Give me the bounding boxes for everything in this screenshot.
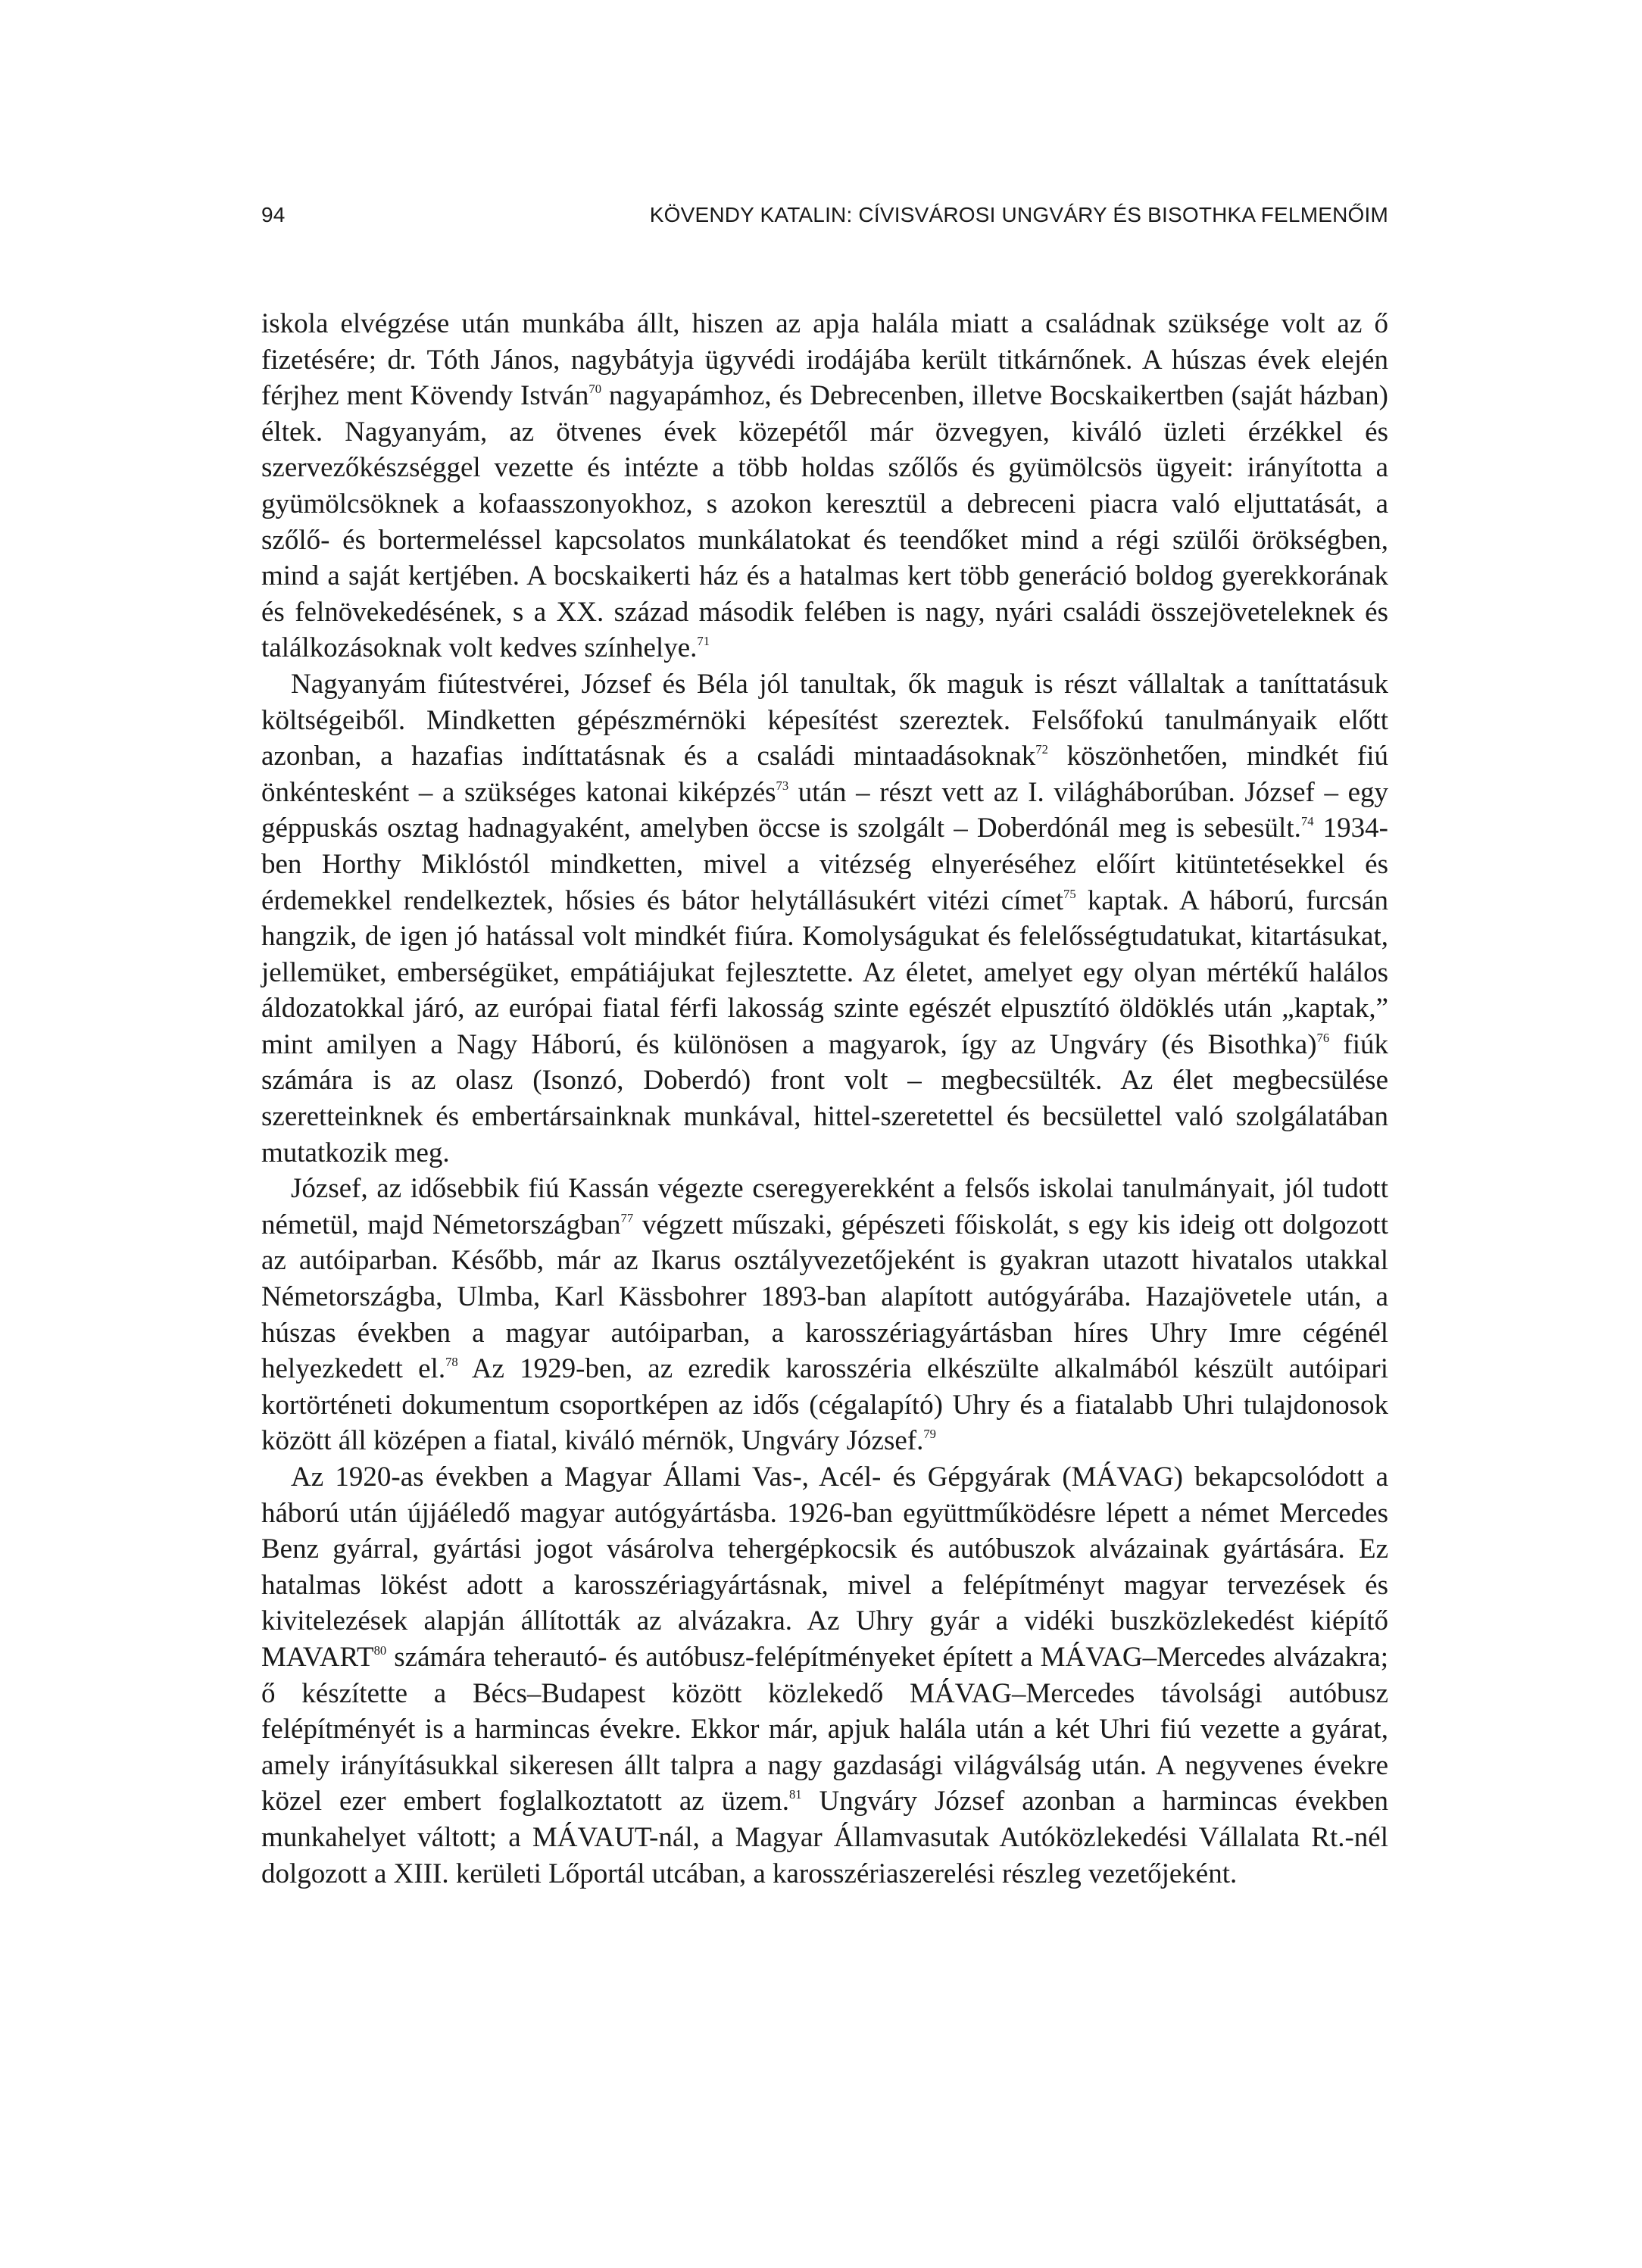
running-title: KÖVENDY KATALIN: CÍVISVÁROSI UNGVÁRY ÉS BISOTHKA FELMENŐIM	[649, 203, 1388, 226]
running-head	[261, 203, 1388, 236]
text-run: Ungváry József azonban a harmincas években munkahelyet váltott; a MÁVAUT-nál, a Magyar Államvasutak Autóközlekedési Vállalata Rt.-nél dolgozott a XIII. kerületi Lőportál utcában, a karosszériaszerelési részleg vezetőjeként.	[261, 1786, 1388, 1889]
text-run: után – részt vett az I. világháborúban. József – egy géppuskás osztag hadnagyaként, amelyben öccse is szolgált – Doberdónál meg is sebesült.	[261, 776, 1388, 844]
footnote-ref-80[interactable]: 80	[373, 1643, 387, 1658]
text-run: nagyapámhoz, és Debrecenben, illetve Bocskaikertben (saját házban) éltek. Nagyanyám, az ötvenes évek közepétől már özvegyen, kiváló üzleti érzékkel és szervezőkészséggel vezette és intézte a több holdas szőlős és gyümölcsös ügyeit: irányította a gyümölcsöknek a kofaasszonyokhoz, s azokon keresztül a debreceni piacra való eljuttatását, a szőlő- és bortermeléssel kapcsolatos munkálatokat és teendőket mind a régi szülői örökségben, mind a saját kertjében. A bocskaikerti ház és a hatalmas kert több generáció boldog gyerekkorának és felnövekedésének, s a XX. század második felében is nagy, nyári családi összejöveteleknek és találkozásoknak volt kedves színhelye.	[261, 380, 1388, 664]
text-run: köszönhetően, mindkét fiú önkéntesként – a szükséges katonai kiképzés	[261, 741, 1389, 808]
text-run: végzett műszaki, gépészeti főiskolát, s egy kis ideig ott dolgozott az autóiparban. Később, már az Ikarus osztályvezetőjeként is gyakran utazott hivatalos utakkal Németországba, Ulmba, Karl Kässbohrer 1893-ban alapított autógyárába. Hazajövetele után, a húszas években a magyar autóiparban, a karosszériagyártásban híres Uhry Imre cégénél helyezkedett el.	[261, 1209, 1388, 1385]
footnote-ref-77[interactable]: 77	[620, 1210, 634, 1225]
text-run: 1934-ben Horthy Miklóstól mindketten, mivel a vitézség elnyeréséhez előírt kitüntetésekkel és érdemekkel rendelkeztek, hősies és bátor helytállásukért vitézi címet	[261, 813, 1388, 916]
footnote-ref-76[interactable]: 76	[1316, 1030, 1330, 1045]
footnote-ref-78[interactable]: 78	[445, 1355, 458, 1370]
text-run: iskola elvégzése után munkába állt, hiszen az apja halála miatt a családnak szüksége volt az ő fizetésére; dr. Tóth János, nagybátyja ügyvédi irodájába került titkárnőnek. A húszas évek elején férjhez ment Kövendy István	[261, 308, 1388, 412]
footnote-ref-71[interactable]: 71	[697, 634, 710, 649]
text-run: számára teherautó- és autóbusz-felépítményeket épített a MÁVAG–Mercedes alvázakra; ő készítette a Bécs–Budapest között közlekedő MÁVAG–Mercedes távolsági autóbusz felépítményét is a harmincas évekre. Ekkor már, apjuk halála után a két Uhri fiú vezette a gyárat, amely irányításukkal sikeresen állt talpra a nagy gazdasági világválság után. A negyvenes évekre közel ezer embert foglalkoztatott az üzem.	[261, 1641, 1388, 1817]
paragraph	[261, 306, 1388, 666]
page-number: 94	[261, 203, 286, 226]
footnote-ref-81[interactable]: 81	[788, 1787, 802, 1802]
text-run: kaptak. A háború, furcsán hangzik, de igen jó hatással volt mindkét fiúra. Komolyságukat és felelősségtudatukat, kitartásukat, jellemüket, emberségüket, empátiájukat fejlesztette. Az életet, amelyet egy olyan mértékű halálos áldozatokkal járó, az európai fiatal férfi lakosság szinte egészét elpusztító öldöklés után „kaptak,” mint amilyen a Nagy Háború, és különösen a magyarok, így az Ungváry (és Bisothka)	[261, 884, 1388, 1060]
footnote-ref-70[interactable]: 70	[588, 382, 602, 397]
text-run: Nagyanyám fiútestvérei, József és Béla jól tanultak, ők maguk is részt vállaltak a taníttatásuk költségeiből. Mindketten gépészmérnöki képesítést szereztek. Felsőfokú tanulmányaik előtt azonban, a hazafias indíttatásnak és a családi mintaadásoknak	[261, 668, 1388, 772]
footnote-ref-74[interactable]: 74	[1300, 814, 1314, 829]
paragraph	[261, 1171, 1388, 1459]
text-run: fiúk számára is az olasz (Isonzó, Doberdó) front volt – megbecsülték. Az élet megbecsülése szeretteinknek és embertársainknak munkával, hittel-szeretettel és becsülettel való szolgálatában mutatkozik meg.	[261, 1028, 1388, 1168]
footnote-ref-72[interactable]: 72	[1035, 742, 1048, 757]
body-text	[261, 306, 1388, 1892]
footnote-ref-79[interactable]: 79	[923, 1427, 936, 1442]
footnote-ref-73[interactable]: 73	[776, 778, 789, 793]
paragraph	[261, 666, 1388, 1171]
paragraph	[261, 1459, 1388, 1892]
text-run: Az 1929-ben, az ezredik karosszéria elkészülte alkalmából készült autóipari kortörténeti dokumentum csoportképen az idős (cégalapító) Uhry és a fiatalabb Uhri tulajdonosok között áll középen a fiatal, kiváló mérnök, Ungváry József.	[261, 1353, 1389, 1457]
text-run: Az 1920-as években a Magyar Állami Vas-, Acél- és Gépgyárak (MÁVAG) bekapcsolódott a háború után újjáéledő magyar autógyártásba. 1926-ban együttműködésre lépett a német Mercedes Benz gyárral, gyártási jogot vásárolva tehergépkocsik és autóbuszok alvázainak gyártására. Ez hatalmas lökést adott a karosszériagyártásnak, mivel a felépítményt magyar tervezések és kivitelezések alapján állították az alvázakra. Az Uhry gyár a vidéki buszközlekedést kiépítő MAVART	[261, 1462, 1388, 1673]
footnote-ref-75[interactable]: 75	[1063, 886, 1076, 901]
text-run: József, az idősebbik fiú Kassán végezte cseregyerekként a felsős iskolai tanulmányait, jól tudott németül, majd Németországban	[261, 1173, 1388, 1240]
